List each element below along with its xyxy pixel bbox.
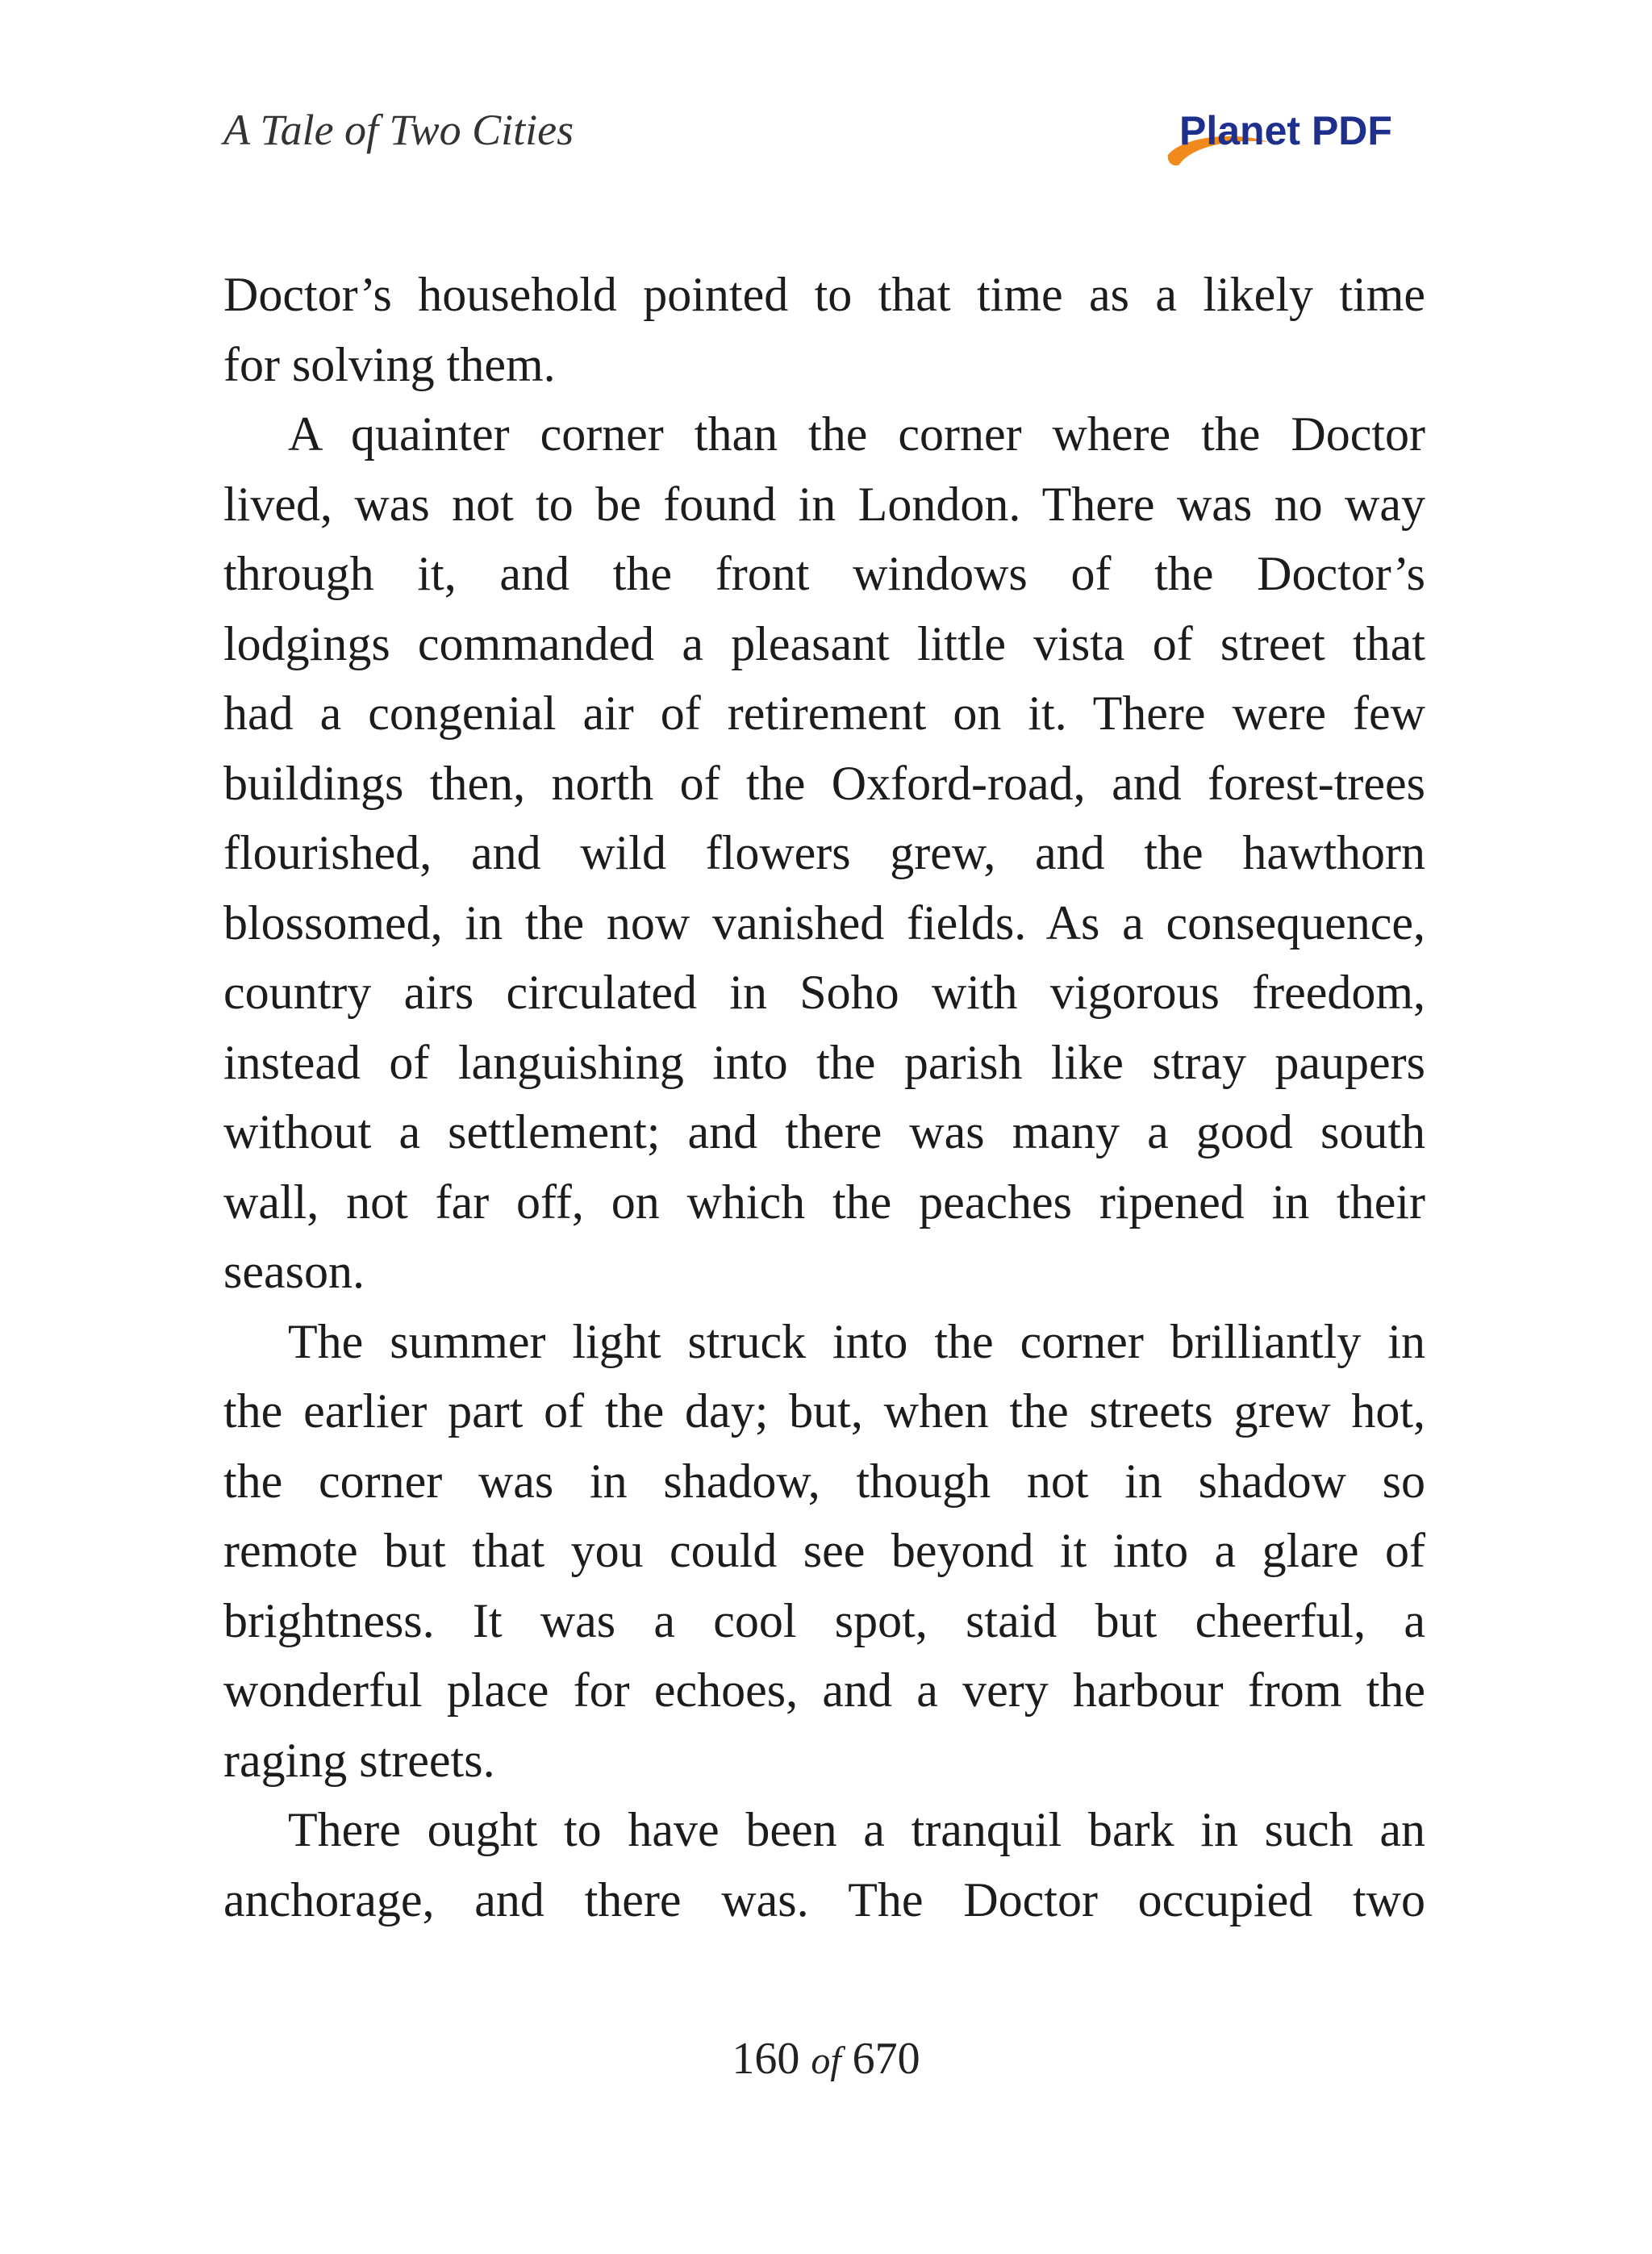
- text-line: The summer light struck into the corner brilliantly in: [288, 1314, 1425, 1368]
- text-line: the earlier part of the day; but, when the streets grew hot,: [223, 1384, 1425, 1438]
- text-line: blossomed, in the now vanished fields. As a consequence,: [223, 895, 1425, 950]
- text-line: remote but that you could see beyond it into a glare of: [223, 1524, 1425, 1577]
- text-line: for solving them.: [223, 337, 556, 391]
- text-line: through it, and the front windows of the Doctor’s: [223, 547, 1425, 600]
- text-line: the corner was in shadow, though not in shadow so: [223, 1454, 1425, 1508]
- text-line: There ought to have been a tranquil bark in such an: [288, 1803, 1425, 1856]
- page-number: [0, 2033, 1652, 2085]
- text-line: brightness. It was a cool spot, staid but cheerful, a: [223, 1593, 1425, 1647]
- of-label: of: [811, 2039, 841, 2082]
- planet-pdf-logo: [1162, 106, 1428, 171]
- text-line: country airs circulated in Soho with vigorous freedom,: [223, 966, 1425, 1019]
- text-line: buildings then, north of the Oxford-road, and forest-trees: [223, 756, 1425, 810]
- text-line: had a congenial air of retirement on it. There were few: [223, 687, 1425, 740]
- text-line: season.: [223, 1245, 365, 1298]
- text-line: instead of languishing into the parish like stray paupers: [223, 1035, 1425, 1089]
- text-line: wonderful place for echoes, and a very harbour from the: [223, 1663, 1425, 1717]
- text-line: lived, was not to be found in London. There was no way: [223, 477, 1425, 531]
- book-title: A Tale of Two Cities: [223, 106, 574, 154]
- text-line: without a settlement; and there was many a good south: [223, 1105, 1425, 1158]
- current-page: 160: [732, 2034, 800, 2084]
- text-line: lodgings commanded a pleasant little vista of street that: [223, 616, 1425, 670]
- text-line: wall, not far off, on which the peaches ripened in their: [223, 1175, 1425, 1229]
- total-pages: 670: [852, 2034, 920, 2084]
- body-text: [223, 260, 1425, 1935]
- text-line: raging streets.: [223, 1733, 495, 1787]
- text-line: A quainter corner than the corner where the Doctor: [288, 407, 1425, 461]
- text-line: anchorage, and there was. The Doctor occupied two: [223, 1872, 1425, 1926]
- text-line: Doctor’s household pointed to that time as a likely time: [223, 268, 1425, 321]
- text-line: flourished, and wild flowers grew, and the hawthorn: [223, 826, 1425, 879]
- logo-text: Planet PDF: [1179, 108, 1392, 153]
